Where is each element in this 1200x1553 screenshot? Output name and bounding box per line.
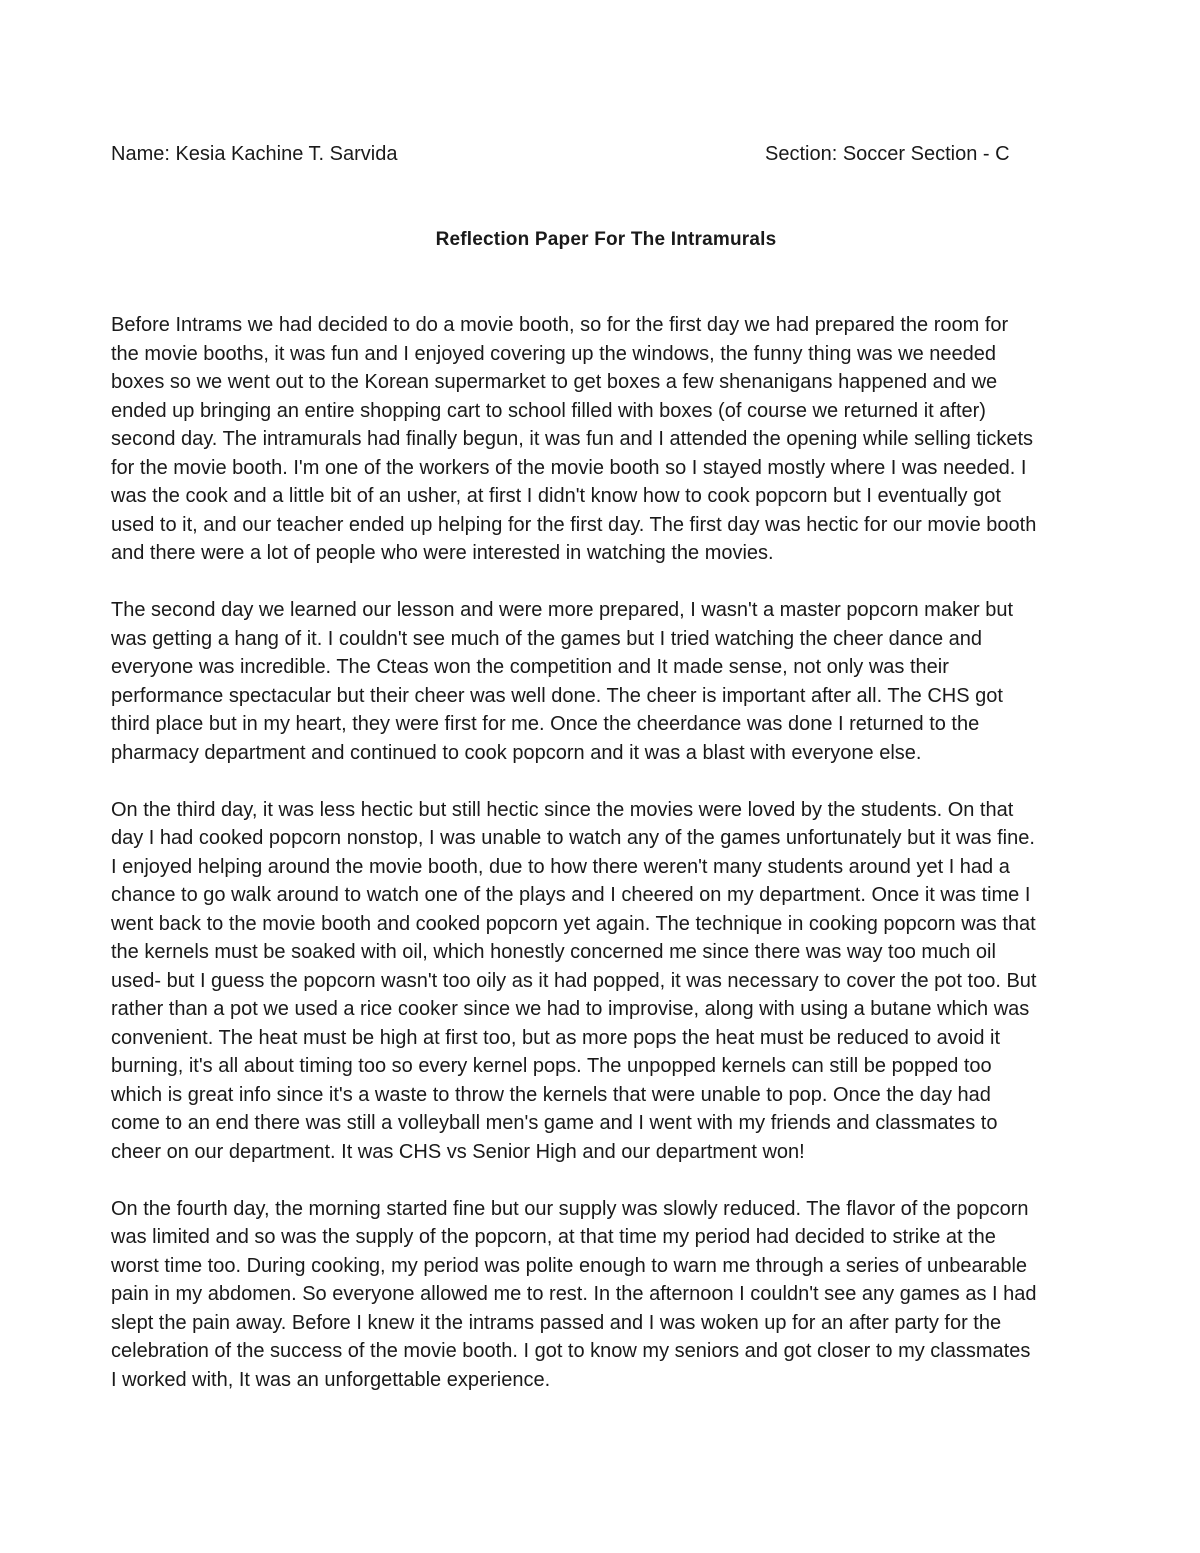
paragraph-day-two: The second day we learned our lesson and were more prepared, I wasn't a master popcorn maker but was getting a hang of it. I couldn't see much of the games but I tried watching the cheer dance and everyone was incredible. The Cteas won the competition and It made sense, not only was their performance spectacular but their cheer was well done. The cheer is important after all. The CHS got third place but in my heart, they were first for me. Once the cheerdance was done I returned to the pharmacy department and continued to cook popcorn and it was a blast with everyone else. [111, 599, 1014, 764]
paragraph-day-three: On the third day, it was less hectic but still hectic since the movies were loved by the students. On that day I had cooked popcorn nonstop, I was unable to watch any of the games unfortunately but it was fine. I enjoyed helping around the movie booth, due to how there weren't many students around yet I had a chance to go walk around to watch one of the plays and I cheered on my department. Once it was time I went back to the movie booth and cooked popcorn yet again. The technique in cooking popcorn was that the kernels must be soaked with oil, which honestly concerned me since there was way too much oil used- but I guess the popcorn wasn't too oily as it had popped, it was necessary to cover the pot too. But rather than a pot we used a rice cooker since we had to improvise, along with using a butane which was convenient. The heat must be high at first too, but as more pops the heat must be reduced to avoid it burning, it's all about timing too so every kernel pops. The unpopped kernels can still be popped too which is great info since it's a waste to throw the kernels that were unable to pop. Once the day had come to an end there was still a volleyball men's game and I went with my friends and classmates to cheer on our department. It was CHS vs Senior High and our department won! [111, 798, 1037, 1163]
student-name: Name: Kesia Kachine T. Sarvida [111, 143, 398, 165]
paragraph-day-four: On the fourth day, the morning started fine but our supply was slowly reduced. The flavor of the popcorn was limited and so was the supply of the popcorn, at that time my period had decided to strike at the worst time too. During cooking, my period was polite enough to warn me through a series of unbearable pain in my abdomen. So everyone allowed me to rest. In the afternoon I couldn't see any games as I had slept the pain away. Before I knew it the intrams passed and I was woken up for an after party for the celebration of the success of the movie booth. I got to know my seniors and got closer to my classmates I worked with, It was an unforgettable experience. [111, 1197, 1037, 1391]
paper-body [111, 311, 1111, 1423]
header-row [111, 140, 1031, 168]
paper-title: Reflection Paper For The Intramurals [435, 229, 777, 250]
student-section: Section: Soccer Section - C [765, 143, 1010, 165]
paragraph-day-one: Before Intrams we had decided to do a movie booth, so for the first day we had prepared the room for the movie booths, it was fun and I enjoyed covering up the windows, the funny thing was we needed boxes so we went out to the Korean supermarket to get boxes a few shenanigans happened and we ended up bringing an entire shopping cart to school filled with boxes (of course we returned it after) second day. The intramurals had finally begun, it was fun and I attended the opening while selling tickets for the movie booth. I'm one of the workers of the movie booth so I stayed mostly where I was needed. I was the cook and a little bit of an usher, at first I didn't know how to cook popcorn but I eventually got used to it, and our teacher ended up helping for the first day. The first day was hectic for our movie booth and there were a lot of people who were interested in watching the movies. [111, 314, 1037, 564]
